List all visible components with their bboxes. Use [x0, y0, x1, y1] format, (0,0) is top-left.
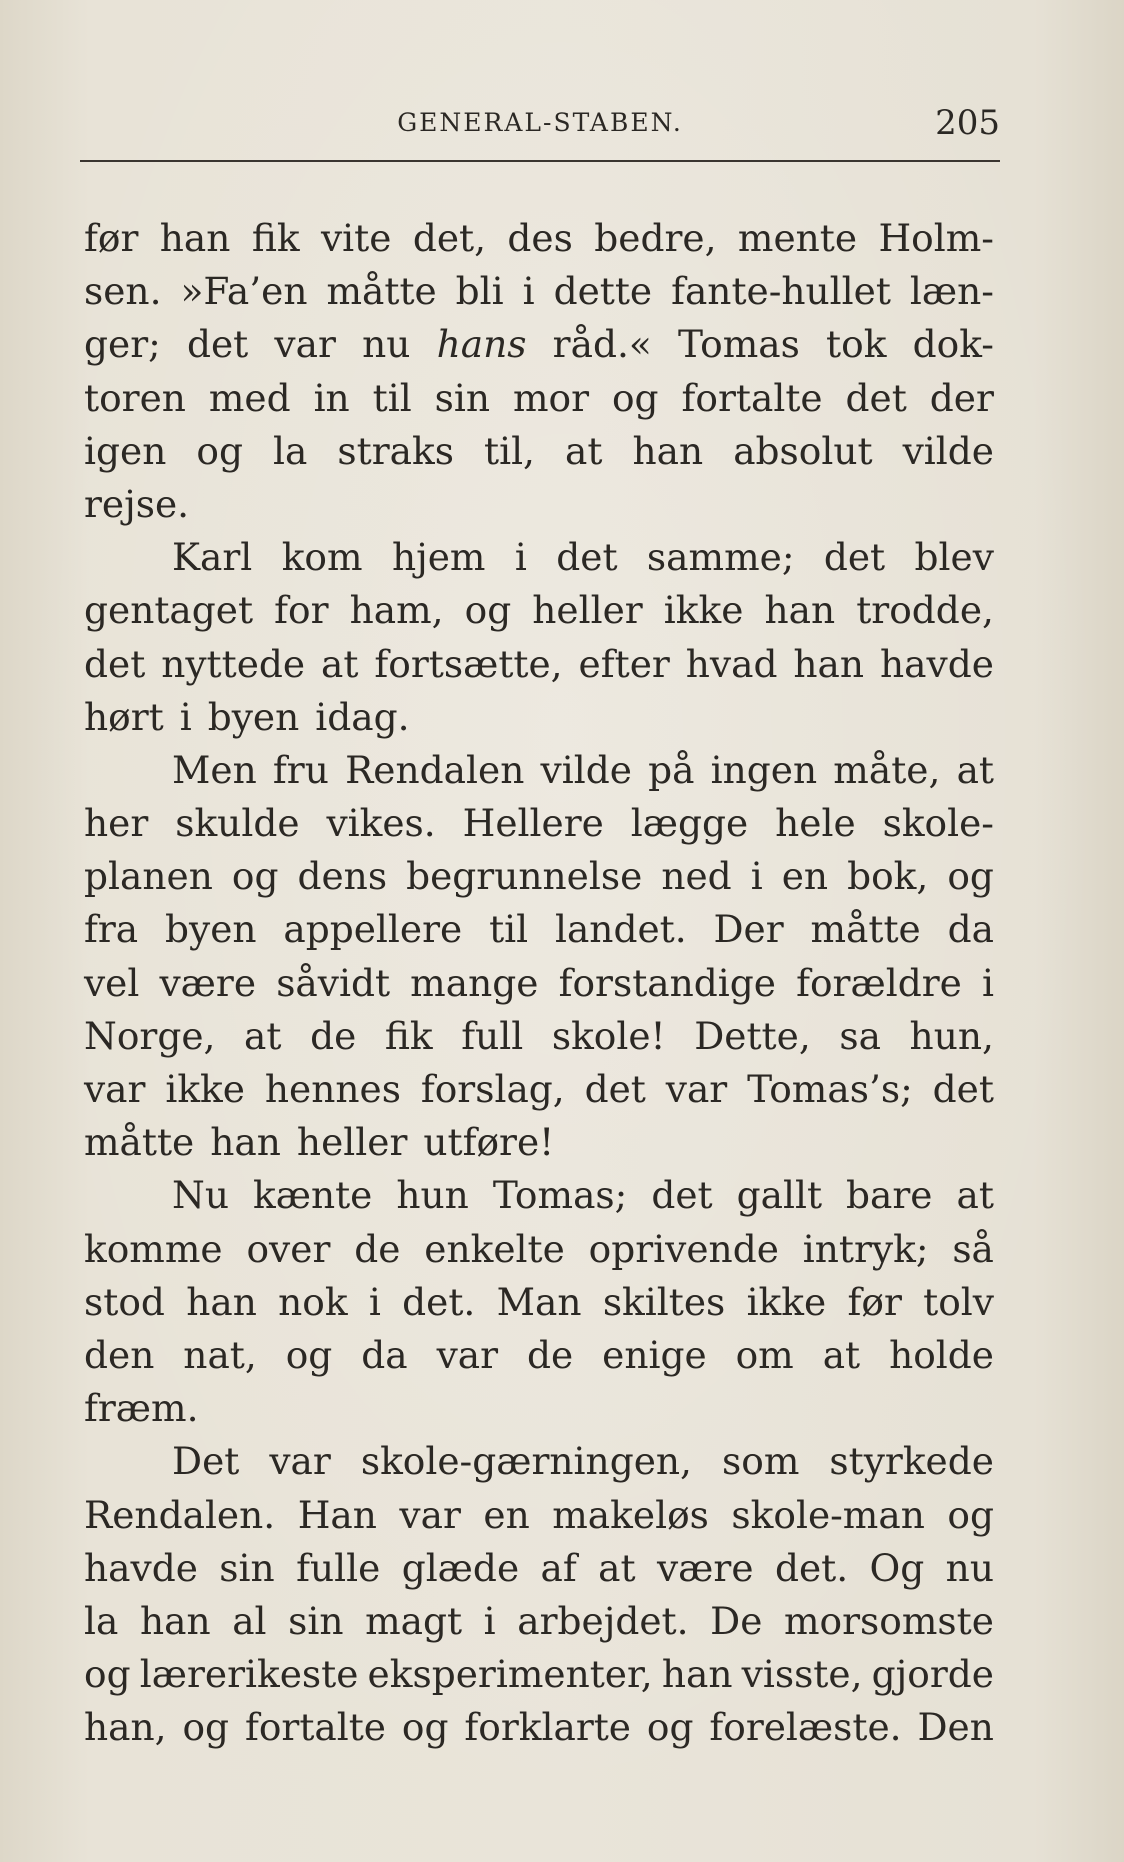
text-line — [84, 1595, 994, 1648]
word: intryk; — [802, 1226, 929, 1271]
word: fik — [384, 1013, 433, 1058]
word: byen — [165, 907, 257, 952]
word: la — [84, 1598, 119, 1643]
word: læn- — [909, 269, 994, 314]
word: fortalte — [681, 375, 823, 420]
word: han — [764, 588, 836, 633]
word: Nu — [172, 1173, 229, 1218]
text-line — [84, 372, 994, 425]
word: bedre, — [594, 216, 717, 260]
word: det — [186, 322, 249, 367]
word: før — [847, 1279, 902, 1324]
running-title: GENERAL-STABEN. — [397, 108, 683, 137]
text-line — [84, 1489, 994, 1542]
word: bok, — [847, 854, 929, 899]
word: ikke — [746, 1279, 827, 1324]
word: fante-hullet — [671, 269, 891, 314]
word: forslag, — [420, 1067, 565, 1111]
word: lægge — [630, 801, 749, 846]
word: absolut — [733, 428, 873, 473]
word: Tomas — [678, 322, 800, 367]
word: sin — [288, 1598, 344, 1643]
word: måtte — [326, 269, 437, 314]
word: forelæste. — [709, 1705, 902, 1750]
word: Det — [172, 1439, 240, 1484]
word: Den — [917, 1705, 994, 1750]
text-line — [84, 1329, 994, 1382]
word: forklarte — [464, 1705, 632, 1750]
word: heller — [532, 588, 643, 633]
word: dok- — [912, 322, 994, 367]
word: sa — [839, 1013, 881, 1058]
word: fru — [272, 747, 329, 792]
word: i — [981, 960, 994, 1005]
word: enkelte — [424, 1226, 565, 1271]
text-line — [84, 1116, 994, 1169]
word: det — [556, 535, 618, 580]
word: nat, — [183, 1332, 257, 1377]
word: Rendalen — [345, 747, 525, 792]
word: han — [661, 1652, 733, 1697]
word: holde — [889, 1332, 994, 1377]
text-line — [84, 1223, 994, 1276]
word: for — [274, 588, 329, 633]
word: var — [269, 1439, 331, 1484]
text-line — [84, 957, 994, 1010]
word: trodde, — [856, 588, 994, 633]
word: han — [632, 428, 704, 473]
word: på — [648, 747, 695, 792]
word: Hellere — [462, 801, 604, 846]
word: over — [246, 1226, 331, 1271]
word: til — [489, 907, 529, 952]
word: gjorde — [871, 1652, 994, 1697]
text-line — [84, 1169, 994, 1222]
word: måte, — [833, 747, 941, 792]
word: det — [84, 641, 146, 686]
word: til — [372, 375, 412, 420]
word: skiltes — [602, 1279, 726, 1324]
word: de — [354, 1226, 401, 1271]
word: bare — [846, 1173, 933, 1218]
word: lærerikeste — [139, 1652, 359, 1697]
word: fræm. — [84, 1386, 199, 1431]
word: ger; — [84, 322, 161, 367]
word: visste, — [741, 1652, 863, 1697]
word: Tomas; — [492, 1173, 628, 1218]
word: »Fa’en — [180, 269, 308, 314]
word: straks — [337, 428, 454, 473]
word: og — [182, 1705, 230, 1750]
word: makeløs — [552, 1492, 709, 1537]
word: planen — [84, 854, 213, 899]
word: tolv — [923, 1279, 994, 1324]
word: de — [310, 1013, 357, 1058]
word: fra — [84, 907, 139, 952]
word: skole-man — [731, 1492, 925, 1537]
word: toren — [84, 375, 186, 420]
word: enige — [602, 1332, 707, 1377]
word: var — [84, 1067, 146, 1111]
word: byen — [207, 694, 300, 739]
word: ingen — [710, 747, 818, 792]
word: det — [932, 1067, 994, 1111]
word: skulde — [175, 801, 300, 846]
word: Dette, — [694, 1013, 811, 1058]
word: om — [735, 1332, 794, 1377]
word: med — [208, 375, 291, 420]
word: idag. — [315, 694, 410, 739]
word: bli — [455, 269, 504, 314]
text-line — [84, 212, 994, 265]
word: det — [584, 1067, 646, 1111]
word: så — [952, 1226, 994, 1271]
word: Men — [172, 747, 257, 792]
word: arbejdet. — [517, 1598, 689, 1643]
word: ikke — [663, 588, 744, 633]
word: gallt — [736, 1173, 823, 1218]
word: være — [657, 1545, 754, 1590]
word: det. — [774, 1545, 849, 1590]
word: og — [196, 428, 243, 473]
word: rejse. — [84, 481, 190, 526]
word: at — [822, 1332, 861, 1377]
word: hans — [436, 322, 527, 367]
word: det. — [402, 1279, 476, 1324]
word: skole-gærningen, — [360, 1439, 692, 1484]
word: nu — [362, 322, 411, 367]
text-line — [84, 691, 994, 744]
word: Der — [713, 907, 784, 952]
word: kom — [281, 535, 363, 580]
word: oprivende — [588, 1226, 779, 1271]
word: ham, — [349, 588, 444, 633]
text-line — [84, 265, 994, 318]
text-line — [84, 584, 994, 637]
word: måtte — [84, 1120, 195, 1165]
word: og — [646, 1705, 694, 1750]
word: og — [947, 1492, 994, 1537]
word: mor — [512, 375, 590, 420]
word: sen. — [84, 269, 162, 314]
word: at — [321, 641, 359, 686]
page-number: 205 — [935, 103, 1000, 143]
word: vikes. — [326, 801, 436, 846]
word: des — [507, 216, 573, 260]
word: nu — [945, 1545, 994, 1590]
word: var — [274, 322, 336, 367]
word: før — [84, 216, 139, 260]
word: råd.« — [552, 322, 652, 367]
word: De — [710, 1598, 763, 1643]
word: Rendalen. — [84, 1492, 276, 1537]
word: forældre — [796, 960, 962, 1005]
word: og — [401, 1705, 449, 1750]
text-line — [84, 1435, 994, 1488]
word: vel — [84, 960, 140, 1005]
word: at — [244, 1013, 282, 1058]
word: det — [823, 535, 886, 580]
word: fulle — [296, 1545, 381, 1590]
word: at — [956, 1173, 994, 1218]
word: la — [273, 428, 308, 473]
word: ned — [661, 854, 732, 899]
word: mange — [410, 960, 539, 1005]
text-line — [84, 1063, 994, 1116]
word: og — [285, 1332, 333, 1377]
word: komme — [84, 1226, 223, 1271]
word: gentaget — [84, 588, 254, 633]
word: dette — [553, 269, 653, 314]
word: der — [929, 375, 994, 420]
word: var — [665, 1067, 728, 1111]
word: al — [232, 1598, 267, 1643]
word: var — [399, 1492, 461, 1537]
text-line — [84, 531, 994, 584]
word: nok — [278, 1279, 348, 1324]
word: de — [526, 1332, 574, 1377]
text-line — [84, 478, 994, 531]
word: han — [210, 1120, 281, 1165]
word: skole- — [882, 801, 994, 846]
text-line — [84, 1542, 994, 1595]
text-line — [84, 903, 994, 956]
word: i — [368, 1279, 381, 1324]
text-line — [84, 425, 994, 478]
text-line — [84, 744, 994, 797]
word: blev — [914, 535, 994, 580]
word: igen — [84, 428, 167, 473]
word: at — [565, 428, 603, 473]
word: i — [750, 854, 763, 899]
word: Man — [496, 1279, 582, 1324]
word: fortsætte, — [374, 641, 563, 686]
word: styrkede — [829, 1439, 994, 1484]
word: glæde — [401, 1545, 520, 1590]
text-line — [84, 638, 994, 691]
word: forstandige — [558, 960, 776, 1005]
word: begrunnelse — [406, 854, 643, 899]
word: og — [231, 854, 279, 899]
word: heller — [296, 1120, 408, 1165]
page-header — [80, 103, 1000, 154]
word: Holm- — [878, 216, 994, 260]
word: hun, — [909, 1013, 994, 1058]
word: da — [947, 907, 994, 952]
word: af — [540, 1545, 577, 1590]
word: landet. — [554, 907, 687, 952]
word: kænte — [252, 1173, 373, 1218]
word: såvidt — [276, 960, 391, 1005]
text-line — [84, 1648, 994, 1701]
word: en — [483, 1492, 530, 1537]
header-rule — [80, 160, 1000, 162]
word: Og — [869, 1545, 925, 1590]
word: til, — [484, 428, 535, 473]
word: Norge, — [84, 1013, 216, 1058]
word: havde — [880, 641, 994, 686]
word: mente — [737, 216, 858, 260]
word: ikke — [165, 1067, 245, 1111]
word: det — [845, 375, 907, 420]
word: han — [159, 216, 231, 260]
word: han — [793, 641, 865, 686]
word: og — [947, 854, 994, 899]
word: nyttede — [161, 641, 306, 686]
word: Tomas’s; — [747, 1067, 913, 1111]
word: og — [84, 1652, 131, 1697]
word: var — [436, 1332, 499, 1377]
word: fortalte — [244, 1705, 387, 1750]
word: full — [461, 1013, 524, 1058]
word: hørt — [84, 694, 164, 739]
word: efter — [578, 641, 670, 686]
word: hele — [775, 801, 856, 846]
word: sin — [434, 375, 491, 420]
word: han — [186, 1279, 257, 1324]
text-line — [84, 1701, 994, 1754]
word: havde — [84, 1545, 198, 1590]
word: vilde — [540, 747, 632, 792]
text-line — [84, 797, 994, 850]
word: fik — [251, 216, 300, 260]
word: in — [313, 375, 350, 420]
word: i — [522, 269, 535, 314]
word: sin — [219, 1545, 275, 1590]
text-line — [84, 850, 994, 903]
word: Han — [297, 1492, 377, 1537]
word: han — [139, 1598, 211, 1643]
word: det, — [412, 216, 487, 260]
text-line — [84, 1276, 994, 1329]
word: en — [781, 854, 829, 899]
word: eksperimenter, — [367, 1652, 653, 1697]
word: skole! — [551, 1013, 666, 1058]
word: at — [598, 1545, 636, 1590]
word: vite — [320, 216, 392, 260]
word: i — [514, 535, 527, 580]
word: den — [84, 1332, 155, 1377]
word: hennes — [264, 1067, 401, 1111]
word: i — [179, 694, 192, 739]
word: som — [722, 1439, 800, 1484]
word: dens — [297, 854, 388, 899]
word: hvad — [685, 641, 778, 686]
word: morsomste — [783, 1598, 994, 1643]
word: og — [611, 375, 659, 420]
word: her — [84, 801, 149, 846]
word: magt — [365, 1598, 463, 1643]
word: hjem — [391, 535, 486, 580]
word: være — [159, 960, 257, 1005]
word: samme; — [646, 535, 795, 580]
word: appellere — [283, 907, 463, 952]
word: at — [956, 747, 994, 792]
text-line — [84, 1382, 994, 1435]
text-line — [84, 1010, 994, 1063]
word: da — [361, 1332, 408, 1377]
word: måtte — [810, 907, 921, 952]
word: og — [464, 588, 512, 633]
word: hun — [396, 1173, 469, 1218]
word: stod — [84, 1279, 165, 1324]
word: tok — [826, 322, 887, 367]
text-line — [84, 318, 994, 371]
word: i — [483, 1598, 496, 1643]
word: han, — [84, 1705, 167, 1750]
word: det — [651, 1173, 713, 1218]
word: Karl — [172, 535, 253, 580]
body-text — [84, 212, 994, 1754]
word: vilde — [902, 428, 994, 473]
word: utføre! — [423, 1120, 555, 1165]
